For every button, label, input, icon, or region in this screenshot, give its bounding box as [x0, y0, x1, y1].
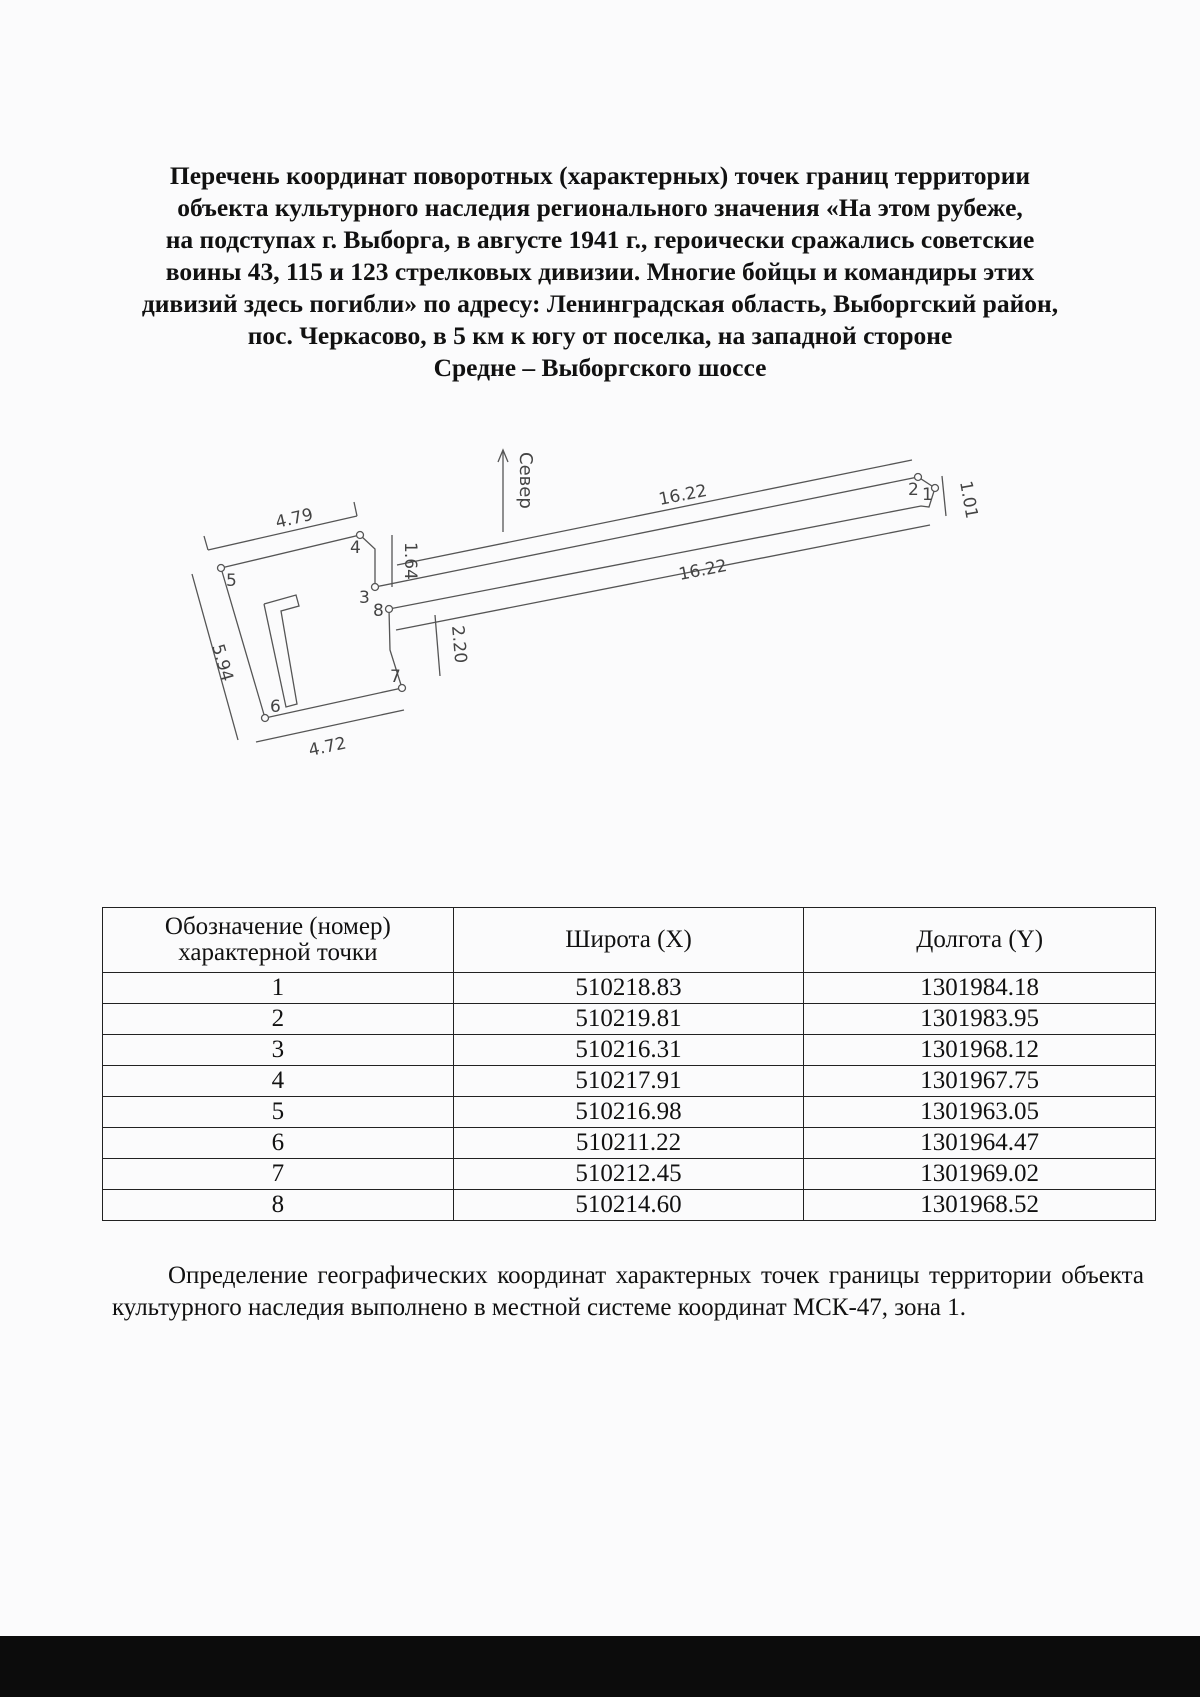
title-line: пос. Черкасово, в 5 км к югу от поселка, на западной стороне	[247, 321, 953, 350]
column-header-latitude: Широта (X)	[453, 908, 804, 973]
longitude-cell: 1301968.52	[804, 1190, 1156, 1221]
table-row	[103, 973, 1156, 1004]
title-line: воины 43, 115 и 123 стрелковых дивизии. Многие бойцы и командиры этих	[165, 257, 1035, 286]
site-plan-svg	[170, 440, 1050, 810]
point-label: 2	[908, 480, 919, 500]
dimension-line	[204, 536, 208, 550]
dimension-line	[397, 460, 912, 565]
north-label: Север	[515, 452, 536, 509]
title-line: объекта культурного наследия регионального значения «На этом рубеже,	[177, 193, 1023, 222]
table-row	[103, 1035, 1156, 1066]
memorial-marker	[264, 595, 299, 707]
dimension-line	[354, 502, 357, 516]
point-label: 4	[350, 538, 361, 558]
point-label: 6	[270, 697, 281, 717]
dimension-line	[396, 525, 930, 630]
latitude-cell: 510216.31	[453, 1035, 804, 1066]
latitude-cell: 510218.83	[453, 973, 804, 1004]
vertex-5	[218, 565, 225, 572]
point-label: 3	[359, 588, 370, 608]
longitude-cell: 1301964.47	[804, 1128, 1156, 1159]
longitude-cell: 1301984.18	[804, 973, 1156, 1004]
boundary-line	[221, 477, 935, 718]
title-line: Перечень координат поворотных (характерных) точек границ территории	[169, 161, 1031, 190]
table-row	[103, 1190, 1156, 1221]
point-number-cell: 4	[103, 1066, 454, 1097]
point-number-cell: 6	[103, 1128, 454, 1159]
dimension-label: 16.22	[677, 555, 729, 585]
title-line: на подступах г. Выборга, в августе 1941 г., героически сражались советские	[165, 225, 1035, 254]
point-number-cell: 8	[103, 1190, 454, 1221]
title-line: дивизий здесь погибли» по адресу: Ленинградская область, Выборгский район,	[141, 289, 1059, 318]
longitude-cell: 1301968.12	[804, 1035, 1156, 1066]
table-row	[103, 1159, 1156, 1190]
latitude-cell: 510211.22	[453, 1128, 804, 1159]
scan-bottom-edge	[0, 1636, 1200, 1697]
dimension-label: 16.22	[657, 480, 709, 510]
table-header-row	[103, 908, 1156, 973]
document-title	[110, 160, 1090, 384]
point-number-cell: 2	[103, 1004, 454, 1035]
latitude-cell: 510216.98	[453, 1097, 804, 1128]
title-line: Средне – Выборгского шоссе	[433, 353, 767, 382]
point-number-cell: 5	[103, 1097, 454, 1128]
longitude-cell: 1301983.95	[804, 1004, 1156, 1035]
point-label: 1	[922, 485, 933, 505]
dimension-line	[942, 476, 946, 516]
vertex-6	[262, 715, 269, 722]
table-row	[103, 1128, 1156, 1159]
dimension-label: 2.20	[447, 624, 471, 665]
latitude-cell: 510212.45	[453, 1159, 804, 1190]
dimension-label: 1.01	[955, 479, 982, 521]
point-number-cell: 3	[103, 1035, 454, 1066]
table-row	[103, 1004, 1156, 1035]
dimension-line	[435, 615, 440, 676]
latitude-cell: 510219.81	[453, 1004, 804, 1035]
vertex-3	[372, 584, 379, 591]
column-header-point: Обозначение (номер) характерной точки	[103, 908, 454, 973]
point-label: 8	[373, 601, 384, 621]
coordinates-table	[102, 907, 1156, 1221]
longitude-cell: 1301963.05	[804, 1097, 1156, 1128]
site-plan-drawing	[170, 440, 1050, 810]
dimension-label: 1.64	[400, 542, 420, 580]
point-number-cell: 7	[103, 1159, 454, 1190]
longitude-cell: 1301969.02	[804, 1159, 1156, 1190]
column-header-longitude: Долгота (Y)	[804, 908, 1156, 973]
dimension-label: 4.72	[306, 733, 349, 761]
point-label: 5	[226, 571, 237, 591]
point-label: 7	[390, 667, 401, 687]
vertex-8	[386, 606, 393, 613]
dimension-label: 4.79	[273, 504, 316, 533]
latitude-cell: 510214.60	[453, 1190, 804, 1221]
north-arrow-icon	[498, 450, 508, 532]
dimension-label: 5.94	[207, 641, 237, 684]
coordinate-system-note: Определение географических координат характерных точек границы территории объекта культурного наследия выполнено в местной системе координат МСК-47, зона 1.	[112, 1262, 1144, 1321]
latitude-cell: 510217.91	[453, 1066, 804, 1097]
table-row	[103, 1066, 1156, 1097]
longitude-cell: 1301967.75	[804, 1066, 1156, 1097]
point-number-cell: 1	[103, 973, 454, 1004]
table-row	[103, 1097, 1156, 1128]
